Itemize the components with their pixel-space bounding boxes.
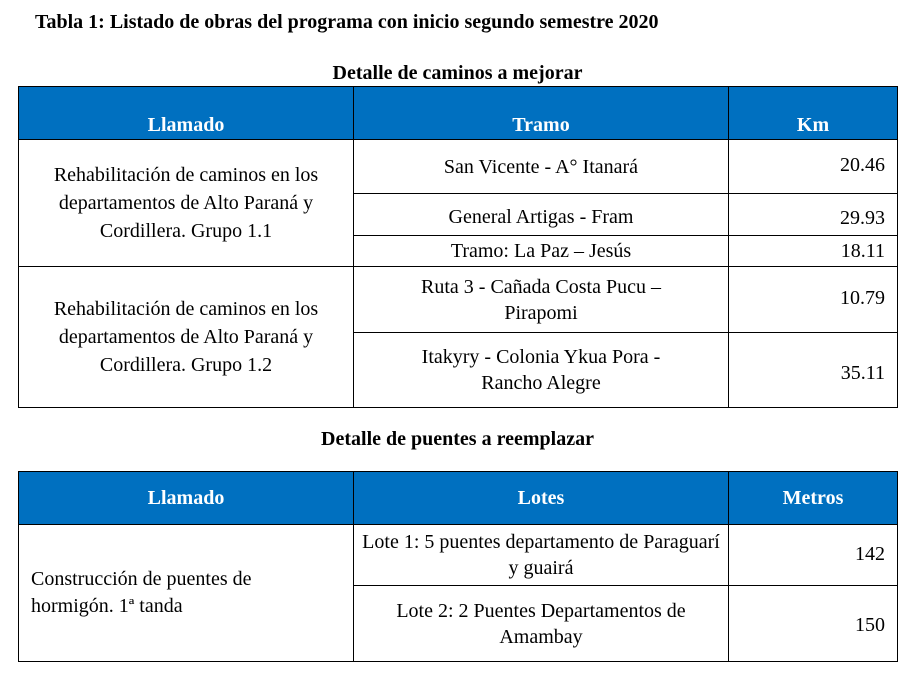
tramo-text: Itakyry - Colonia Ykua Pora - Rancho Alegre bbox=[421, 346, 661, 394]
llamado-text: Rehabilitación de caminos en los departamentos de Alto Paraná y Cordillera. Grupo 1.2 bbox=[53, 298, 319, 376]
km-cell: 20.46 bbox=[729, 140, 898, 194]
puentes-heading: Detalle de puentes a reemplazar bbox=[321, 428, 594, 450]
tramo-cell: San Vicente - A° Itanará bbox=[354, 140, 729, 194]
caminos-table bbox=[18, 86, 898, 408]
tramo-text: Ruta 3 - Cañada Costa Pucu – Pirapomi bbox=[421, 275, 661, 324]
puentes-table bbox=[18, 471, 898, 662]
lote-cell bbox=[354, 586, 729, 662]
tramo-cell bbox=[354, 267, 729, 333]
km-cell: 29.93 bbox=[729, 194, 898, 236]
table-row bbox=[19, 140, 898, 194]
km-cell: 10.79 bbox=[729, 267, 898, 333]
llamado-text: Rehabilitación de caminos en los departamentos de Alto Paraná y Cordillera. Grupo 1.1 bbox=[53, 164, 319, 242]
km-cell: 35.11 bbox=[729, 333, 898, 408]
column-header-tramo: Tramo bbox=[354, 87, 729, 140]
tramo-cell bbox=[354, 333, 729, 408]
caminos-heading: Detalle de caminos a mejorar bbox=[332, 62, 583, 84]
km-cell: 18.11 bbox=[729, 236, 898, 267]
lote-cell bbox=[354, 525, 729, 586]
metros-cell: 150 bbox=[729, 586, 898, 662]
caminos-header-row bbox=[19, 87, 898, 140]
llamado-text: Construcción de puentes de hormigón. 1ª tanda bbox=[31, 568, 252, 617]
llamado-cell bbox=[19, 267, 354, 408]
tramo-cell: Tramo: La Paz – Jesús bbox=[354, 236, 729, 267]
column-header-llamado: Llamado bbox=[19, 87, 354, 140]
lote-text: Lote 2: 2 Puentes Departamentos de Amambay bbox=[396, 599, 686, 648]
table-row bbox=[19, 525, 898, 586]
metros-cell: 142 bbox=[729, 525, 898, 586]
tramo-cell: General Artigas - Fram bbox=[354, 194, 729, 236]
column-header-km: Km bbox=[729, 87, 898, 140]
puentes-header-row bbox=[19, 472, 898, 525]
lote-text: Lote 1: 5 puentes departamento de Paraguarí y guairá bbox=[362, 531, 720, 579]
column-header-lotes: Lotes bbox=[354, 472, 729, 525]
llamado-cell bbox=[19, 525, 354, 662]
column-header-llamado: Llamado bbox=[19, 472, 354, 525]
column-header-metros: Metros bbox=[729, 472, 898, 525]
table-title: Tabla 1: Listado de obras del programa con inicio segundo semestre 2020 bbox=[35, 11, 659, 33]
llamado-cell bbox=[19, 140, 354, 267]
table-row bbox=[19, 267, 898, 333]
